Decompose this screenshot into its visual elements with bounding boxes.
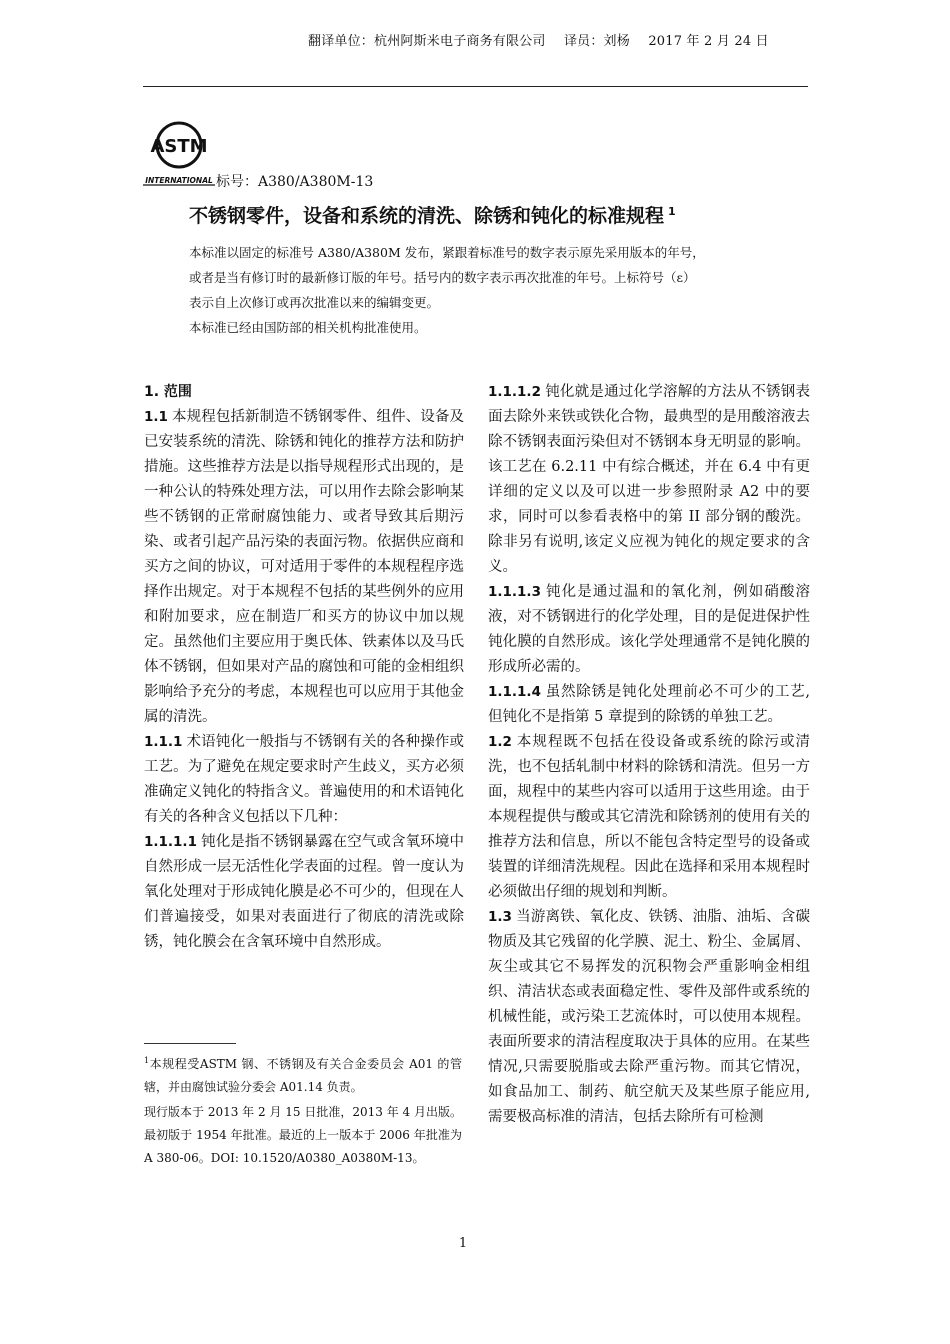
astm-logo (143, 115, 215, 187)
clause-number: 1.3 (488, 909, 512, 925)
translation-unit: 翻译单位：杭州阿斯米电子商务有限公司 (308, 34, 546, 49)
footnote (144, 1049, 462, 1172)
document-title (189, 201, 676, 228)
logo-text: ASTM (150, 136, 208, 157)
clause-1-1 (144, 405, 464, 730)
clause-text: 虽然除锈是钝化处理前必不可少的工艺,但钝化不是指第 5 章提到的除锈的单独工艺。 (488, 684, 810, 725)
footnote-line-2: 现行版本于 2013 年 2 月 15 日批准，2013 年 4 月出版。最初版于 1954 年批准。最近的上一版本于 2006 年批准为 A 380-06。DOI: 10.1520/A0380_A0380M-13。 (144, 1105, 462, 1165)
clause-text: 当游离铁、氧化皮、铁锈、油脂、油垢、含碳物质及其它残留的化学膜、泥土、粉尘、金属屑、灰尘或其它不易挥发的沉积物会严重影响金相组织、清洁状态或表面稳定性、零件及部件或系统的机械性能，或污染工艺流体时，可以使用本规程。表面所要求的清洁程度取决于具体的应用。在某些情况,只需要脱脂或去除严重污物。而其它情况，如食品加工、制药、航空航天及某些原子能应用,需要极高标准的清洁，包括去除所有可检测 (488, 909, 810, 1125)
translation-date: 2017 年 2 月 24 日 (648, 34, 769, 49)
clause-text: 本规程包括新制造不锈钢零件、组件、设备及已安装系统的清洗、除锈和钝化的推荐方法和防护措施。这些推荐方法是以指导规程形式出现的，是一种公认的特殊处理方法，可以用作去除会影响某些不锈钢的正常耐腐蚀能力、或者导致其后期污染、或者引起产品污染的表面污物。依据供应商和买方之间的协议，可对适用于零件的本规程程序选择作出规定。对于本规程不包括的某些例外的应用和附加要求，应在制造厂和买方的协议中加以规定。虽然他们主要应用于奥氏体、铁素体以及马氏体不锈钢，但如果对产品的腐蚀和可能的金相组织影响给予充分的考虑，本规程也可以应用于其他金属的清洗。 (144, 409, 464, 725)
clause-1-1-1 (144, 730, 464, 830)
clause-1-1-1-2 (488, 380, 810, 580)
footnote-marker: 1 (144, 1056, 150, 1065)
title-text: 不锈钢零件，设备和系统的清洗、除锈和钝化的标准规程 (189, 205, 665, 227)
page-header (308, 30, 783, 49)
clause-text: 术语钝化一般指与不锈钢有关的各种操作或工艺。为了避免在规定要求时产生歧义，买方必须准确定义钝化的特指含义。普遍使用的和术语钝化有关的各种含义包括以下几种： (144, 734, 464, 825)
clause-number: 1.1 (144, 409, 168, 425)
clause-text: 钝化是通过温和的氧化剂，例如硝酸溶液，对不锈钢进行的化学处理，目的是促进保护性钝化膜的自然形成。该化学处理通常不是钝化膜的形成所必需的。 (488, 584, 810, 675)
footnote-line-1: $^1$本规程受ASTM 钢、不锈钢及有关合金委员会 A01 的管辖，并由腐蚀试验分委会 A01.14 负责。 (144, 1056, 462, 1094)
clause-text: 钝化就是通过化学溶解的方法从不锈钢表面去除外来铁或铁化合物，最典型的是用酸溶液去除不锈钢表面污染但对不锈钢本身无明显的影响。该工艺在 6.2.11 中有综合概述，并在 6.4 中有更详细的定义以及可以进一步参照附录 A2 中的要求，同时可以参看表格中的第 II 部分钢的酸洗。除非另有说明,该定义应视为钝化的规定要求的含义。 (488, 384, 810, 575)
preamble-line: 本标准已经由国防部的相关机构批准使用。 (189, 320, 427, 335)
preamble-line: 表示自上次修订或再次批准以来的编辑变更。 (189, 295, 440, 310)
clause-number: 1.1.1.2 (488, 384, 541, 400)
clause-1-3 (488, 905, 810, 1130)
clause-number: 1.1.1 (144, 734, 183, 750)
clause-number: 1.1.1.4 (488, 684, 541, 700)
title-footnote-ref: 1 (668, 204, 676, 218)
section-heading: 1. 范围 (144, 384, 192, 400)
preamble-line: 或者是当有修订时的最新修订版的年号。括号内的数字表示再次批准的年号。上标符号（ε） (189, 270, 696, 285)
clause-number: 1.1.1.1 (144, 834, 197, 850)
preamble-line: 本标准以固定的标准号 A380/A380M 发布，紧跟着标准号的数字表示原先采用版本的年号， (189, 245, 705, 260)
translator: 译员：刘杨 (563, 34, 630, 49)
clause-1-1-1-3 (488, 580, 810, 680)
clause-1-2 (488, 730, 810, 905)
clause-1-1-1-4 (488, 680, 810, 730)
clause-text: 钝化是指不锈钢暴露在空气或含氧环境中自然形成一层无活性化学表面的过程。曾一度认为氧化处理对于形成钝化膜是必不可少的，但现在人们普遍接受，如果对表面进行了彻底的清洗或除锈，钝化膜会在含氧环境中自然形成。 (144, 834, 464, 950)
footnote-divider (144, 1043, 236, 1044)
clause-text: 本规程既不包括在役设备或系统的除污或清洗，也不包括轧制中材料的除锈和清洗。但另一方面，规程中的某些内容可以适用于这些用途。由于本规程提供与酸或其它清洗和除锈剂的使用有关的推荐方法和信息，所以不能包含特定型号的设备或装置的详细清洗规程。因此在选择和采用本规程时必须做出仔细的规划和判断。 (488, 734, 810, 900)
left-column (144, 380, 464, 955)
page-number: 1 (458, 1236, 468, 1251)
header-divider (143, 86, 808, 87)
right-column (488, 380, 810, 1130)
clause-number: 1.2 (488, 734, 512, 750)
logo-subtext: INTERNATIONAL (145, 176, 213, 185)
standard-number: 标号：A380/A380M-13 (216, 174, 374, 190)
clause-1-1-1-1 (144, 830, 464, 955)
clause-number: 1.1.1.3 (488, 584, 541, 600)
preamble (189, 240, 769, 340)
